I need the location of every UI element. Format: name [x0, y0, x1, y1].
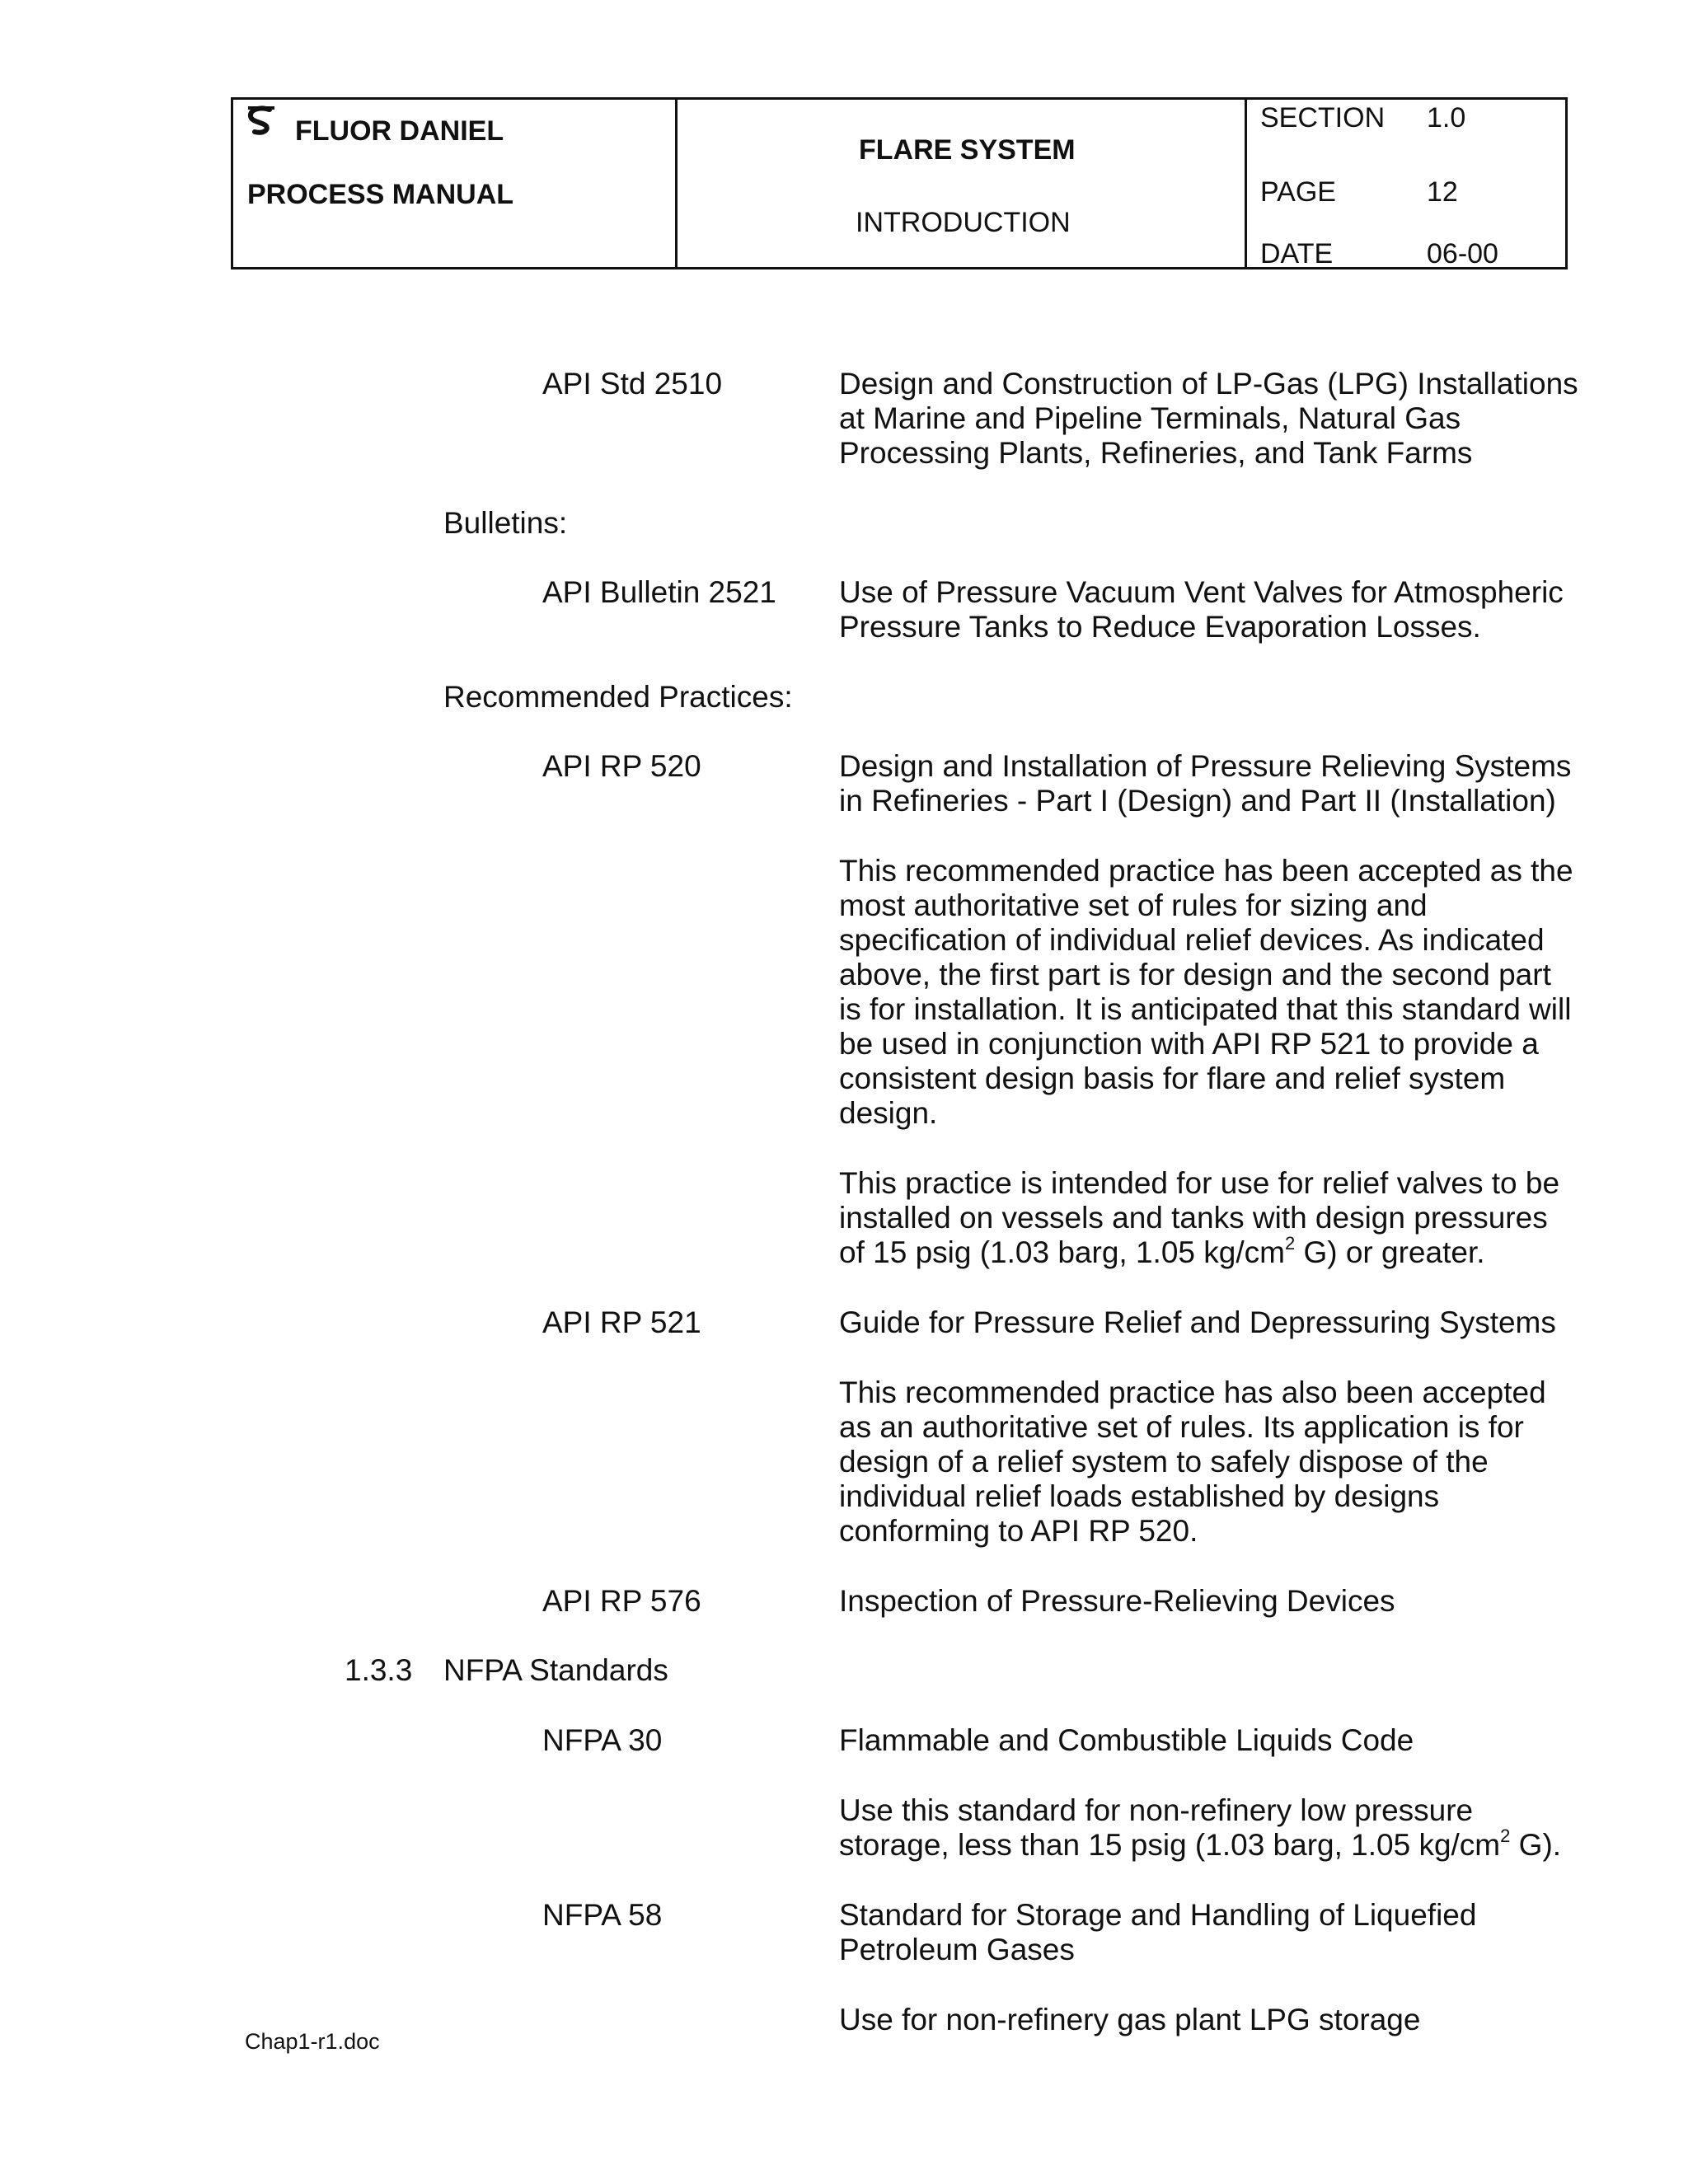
document-subtitle: INTRODUCTION	[856, 207, 1071, 238]
footer-filename: Chap1-r1.doc	[245, 2029, 380, 2054]
paragraph-line: individual relief loads established by designs	[839, 1479, 1440, 1513]
code-api-rp-521: API RP 521	[542, 1305, 701, 1339]
paragraph-line: conforming to API RP 520.	[839, 1514, 1198, 1548]
page-value: 12	[1427, 176, 1458, 208]
header-title-cell	[678, 100, 1247, 267]
desc-line: Inspection of Pressure-Relieving Devices	[839, 1584, 1395, 1618]
fluor-daniel-logo-icon	[245, 105, 278, 143]
section-value: 1.0	[1427, 102, 1466, 134]
recommended-practices-heading: Recommended Practices:	[443, 680, 793, 714]
paragraph-line: most authoritative set of rules for sizing and	[839, 888, 1428, 922]
paragraph-line	[839, 1825, 1562, 1863]
code-api-rp-520: API RP 520	[542, 749, 701, 783]
paragraph-line: design.	[839, 1096, 938, 1130]
section-number: 1.3.3	[345, 1653, 413, 1687]
desc-line: Pressure Tanks to Reduce Evaporation Losses.	[839, 610, 1481, 644]
paragraph-line: This practice is intended for use for relief valves to be	[839, 1166, 1560, 1200]
paragraph-line	[839, 1235, 1485, 1270]
code-api-2510: API Std 2510	[542, 367, 723, 401]
paragraph-line: as an authoritative set of rules. Its application is for	[839, 1410, 1524, 1444]
desc-line: Flammable and Combustible Liquids Code	[839, 1723, 1414, 1757]
code-nfpa-58: NFPA 58	[542, 1898, 663, 1932]
bulletins-heading: Bulletins:	[443, 506, 568, 540]
paragraph-line: above, the first part is for design and the second part	[839, 958, 1551, 991]
text-run: G) or greater.	[1295, 1235, 1485, 1269]
code-api-2521: API Bulletin 2521	[542, 575, 776, 609]
paragraph-line: consistent design basis for flare and relief system	[839, 1062, 1506, 1095]
desc-line: Standard for Storage and Handling of Liquefied	[839, 1898, 1477, 1932]
text-run: G).	[1510, 1828, 1562, 1862]
section-label: SECTION	[1260, 102, 1386, 134]
desc-line: Petroleum Gases	[839, 1933, 1075, 1966]
paragraph-line: is for installation. It is anticipated that this standard will	[839, 992, 1572, 1026]
page-label: PAGE	[1260, 176, 1336, 208]
document-title: FLARE SYSTEM	[859, 134, 1076, 166]
desc-line: Processing Plants, Refineries, and Tank Farms	[839, 436, 1473, 470]
text-run: of 15 psig (1.03 barg, 1.05 kg/cm	[839, 1235, 1285, 1269]
paragraph-line: This recommended practice has been accepted as the	[839, 854, 1573, 888]
code-api-rp-576: API RP 576	[542, 1584, 701, 1618]
paragraph-line: installed on vessels and tanks with design pressures	[839, 1201, 1548, 1235]
paragraph-line: be used in conjunction with API RP 521 to provide a	[839, 1027, 1539, 1061]
paragraph-line: Use for non-refinery gas plant LPG storage	[839, 2003, 1421, 2036]
text-run: storage, less than 15 psig (1.03 barg, 1.05 kg/cm	[839, 1828, 1501, 1862]
company-name: FLUOR DANIEL	[295, 115, 504, 147]
paragraph-line: Use this standard for non-refinery low pressure	[839, 1793, 1474, 1827]
desc-line: Use of Pressure Vacuum Vent Valves for Atmospheric	[839, 575, 1564, 609]
desc-line: Design and Installation of Pressure Relieving Systems	[839, 749, 1572, 783]
code-nfpa-30: NFPA 30	[542, 1723, 663, 1757]
paragraph-line: This recommended practice has also been accepted	[839, 1376, 1546, 1409]
paragraph-line: design of a relief system to safely dispose of the	[839, 1445, 1489, 1479]
date-value: 06-00	[1427, 238, 1498, 269]
desc-line: at Marine and Pipeline Terminals, Natural Gas	[839, 401, 1461, 435]
manual-name: PROCESS MANUAL	[247, 179, 514, 210]
date-label: DATE	[1260, 238, 1334, 269]
document-header	[231, 97, 1568, 269]
desc-line: in Refineries - Part I (Design) and Part II (Installation)	[839, 784, 1556, 818]
header-company-cell	[233, 100, 678, 267]
superscript: 2	[1284, 1233, 1296, 1254]
desc-line: Guide for Pressure Relief and Depressuring Systems	[839, 1305, 1556, 1339]
header-meta-cell	[1247, 100, 1565, 267]
desc-line: Design and Construction of LP-Gas (LPG) Installations	[839, 367, 1578, 401]
superscript: 2	[1500, 1825, 1511, 1846]
nfpa-heading: NFPA Standards	[443, 1653, 668, 1687]
paragraph-line: specification of individual relief devices. As indicated	[839, 923, 1545, 957]
